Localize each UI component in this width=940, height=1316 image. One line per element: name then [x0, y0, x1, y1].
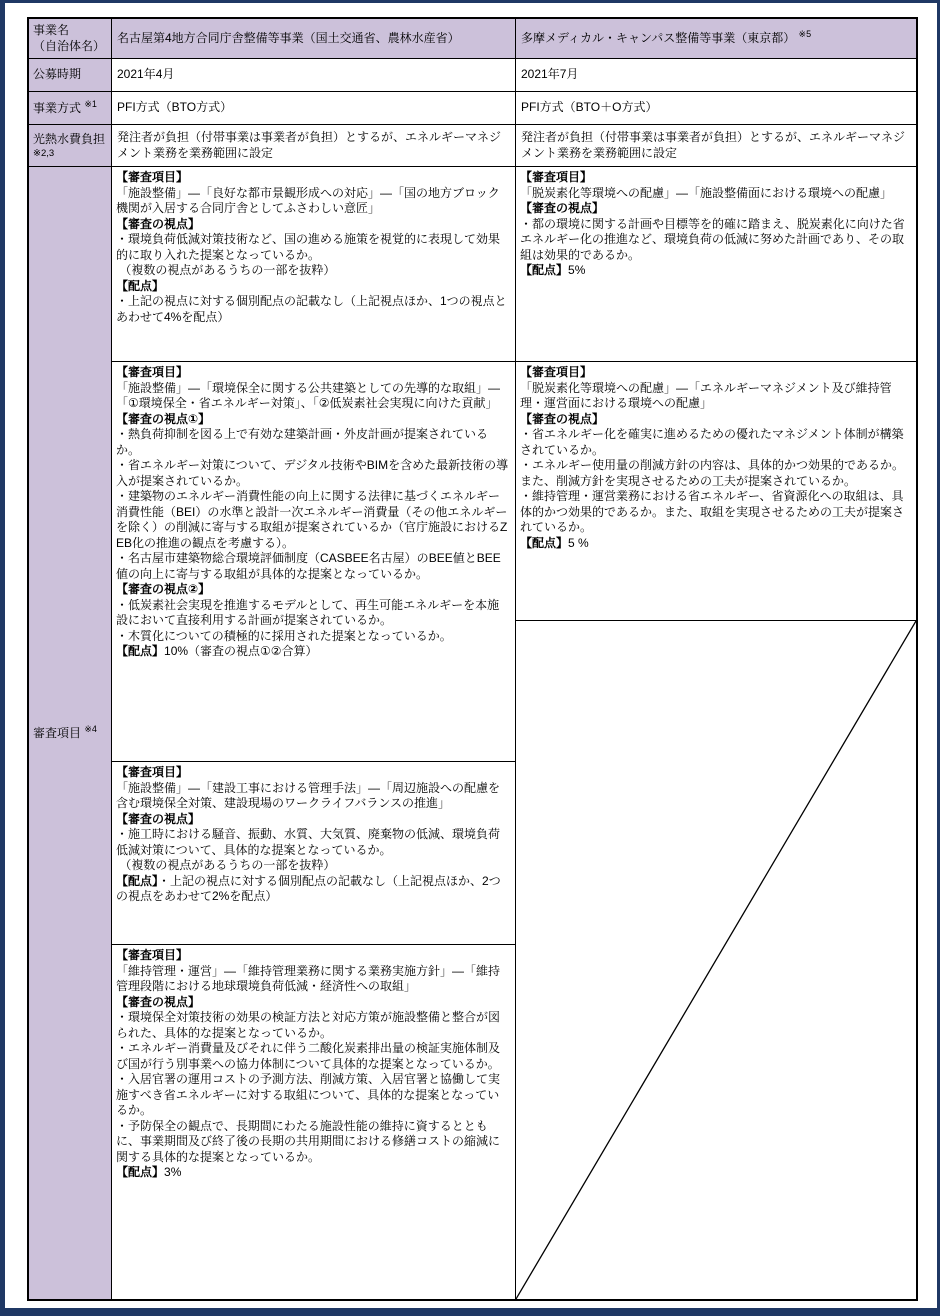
- project-comparison-table: [27, 17, 918, 1301]
- row-label-period: [29, 59, 112, 91]
- text-line: 【審査の視点】: [116, 216, 201, 231]
- text-line: ・熱負荷抑制を図る上で有効な建築計画・外皮計画が提案されているか。: [116, 427, 489, 457]
- text-line: 【配点】10%（審査の視点①②合算）: [116, 644, 318, 658]
- text-line: 【審査の視点】: [116, 811, 201, 826]
- label-text: 事業名: [33, 23, 70, 37]
- text-line: 【審査の視点】: [520, 201, 605, 215]
- text-line: ・入居官署の運用コストの予測方法、削減方策、入居官署と協働して実施すべき省エネルギーに対する取組について、具体的な提案となっているか。: [116, 1072, 501, 1117]
- text-line: ・都の環境に関する計画や目標等を的確に踏まえ、脱炭素化に向けた省エネルギー化の推進など、環境負荷の低減に努めた計画であり、その取組は効果的であるか。: [520, 216, 905, 262]
- cell-method-tama: [516, 92, 916, 124]
- text-line: （複数の視点があるうちの一部を抜粋）: [116, 263, 336, 277]
- cell-period-nagoya: [112, 59, 516, 91]
- method-right: PFI方式（BTO＋O方式）: [521, 100, 658, 115]
- label-note: ※2,3: [33, 147, 55, 159]
- row-solicitation-period: [29, 59, 916, 92]
- project-name-right: 多摩メディカル・キャンパス整備等事業（東京都）: [521, 31, 796, 46]
- text-line: ・施工時における騒音、振動、水質、大気質、廃棄物の低減、環境負荷低減対策について、具体的な提案となっているか。: [116, 827, 501, 857]
- text-line: 「脱炭素化等環境への配慮」―「エネルギーマネジメント及び維持管理・運営面における環境への配慮」: [520, 380, 892, 410]
- text-line: ・省エネルギー対策について、デジタル技術やBIMを含めた最新技術の導入が提案されているか。: [116, 458, 509, 488]
- text-line: 【審査項目】: [116, 765, 189, 779]
- row-label-review: [29, 167, 112, 1299]
- text-line: ・建築物のエネルギー消費性能の向上に関する法律に基づくエネルギー消費性能（BEI）の水準と設計一次エネルギー消費量（その他エネルギーを除く）の削減に寄与する取組が提案されているか（官庁施設におけるZEB化の推進の観点を考慮する）。: [116, 489, 508, 550]
- text-line: ・予防保全の観点で、長期間にわたる施設性能の維持に資するとともに、事業期間及び終了後の長期の共用期間における修繕コストの縮減に関する具体的な提案となっているか。: [116, 1118, 501, 1164]
- text-line: 「施設整備」―「環境保全に関する公共建築としての先導的な取組」―「①環境保全・省エネルギー対策」、「②低炭素社会実現に向けた貢献」: [116, 380, 501, 410]
- cell-utility-nagoya: [112, 125, 516, 166]
- text-line: 【配点】: [116, 278, 165, 293]
- text-line: 【配点】・上記の視点に対する個別配点の記載なし（上記視点ほか、2つの視点をあわせて2%を配点）: [116, 873, 501, 903]
- project-note-right: ※5: [798, 29, 812, 40]
- period-left: 2021年4月: [117, 67, 175, 82]
- cell-method-nagoya: [112, 92, 516, 124]
- label-text: （自治体名）: [33, 38, 106, 53]
- row-label-utility: [29, 125, 112, 166]
- label-note: ※4: [84, 723, 97, 734]
- text-line: 【審査項目】: [116, 170, 189, 184]
- text-line: 【審査の視点】: [116, 994, 201, 1009]
- cell-project-name-nagoya: [112, 19, 516, 58]
- empty-cell-diagonal: [516, 621, 916, 1299]
- text-line: （複数の視点があるうちの一部を抜粋）: [116, 858, 336, 872]
- text-line: ・上記の視点に対する個別配点の記載なし（上記視点ほか、1つの視点とあわせて4%を配点）: [116, 294, 507, 324]
- utility-right: 発注者が負担（付帯事業は事業者が負担）とするが、エネルギーマネジメント業務を業務範囲に設定: [521, 130, 906, 160]
- text-line: ・エネルギー使用量の削減方針の内容は、具体的かつ効果的であるか。また、削減方針を実現させるための工夫が提案されているか。: [520, 458, 905, 488]
- text-line: 「施設整備」―「建設工事における管理手法」―「周辺施設への配慮を含む環境保全対策、建設現場のワークライフバランスの推進」: [116, 780, 501, 810]
- review-column-tama: [516, 167, 916, 1299]
- text-line: 「脱炭素化等環境への配慮」―「施設整備面における環境への配慮」: [520, 185, 893, 200]
- project-name-left: 名古屋第4地方合同庁舎整備等事業（国土交通省、農林水産省）: [117, 31, 460, 46]
- text-line: 【配点】5 %: [520, 535, 589, 550]
- row-label-project-name: [29, 19, 112, 58]
- text-line: 【配点】3%: [116, 1165, 182, 1179]
- text-line: ・環境負荷低減対策技術など、国の進める施策を視覚的に表現して効果的に取り入れた提案となっているか。: [116, 232, 501, 262]
- label-text: 公募時期: [33, 67, 82, 82]
- review-section-tama-2: [516, 362, 916, 621]
- review-section-nagoya-2: [112, 362, 515, 762]
- cell-period-tama: [516, 59, 916, 91]
- text-line: 【審査の視点②】: [116, 582, 211, 596]
- text-line: 【審査項目】: [520, 170, 593, 184]
- cell-project-name-tama: [516, 19, 916, 58]
- text-line: 「維持管理・運営」―「維持管理業務に関する業務実施方針」―「維持管理段階における地球環境負荷低減・経済性への取組」: [116, 963, 501, 993]
- row-project-name: [29, 19, 916, 59]
- text-line: 「施設整備」―「良好な都市景観形成への対応」―「国の地方ブロック機関が入居する合同庁舎としてふさわしい意匠」: [116, 185, 500, 215]
- text-line: 【配点】5%: [520, 263, 586, 277]
- text-line: 【審査の視点①】: [116, 411, 211, 426]
- text-line: 【審査項目】: [116, 365, 189, 379]
- review-section-nagoya-3: [112, 762, 515, 945]
- text-line: ・低炭素社会実現を推進するモデルとして、再生可能エネルギーを本施設において直接利用する計画が提案されているか。: [116, 597, 500, 627]
- period-right: 2021年7月: [521, 67, 579, 82]
- text-line: 【審査項目】: [116, 948, 189, 962]
- text-line: ・省エネルギー化を確実に進めるための優れたマネジメント体制が構築されているか。: [520, 427, 904, 457]
- text-line: ・名古屋市建築物総合環境評価制度（CASBEE名古屋）のBEE値とBEE値の向上に寄与する取組が具体的な提案となっているか。: [116, 551, 501, 581]
- label-text: 光熱水費負担: [33, 132, 106, 147]
- text-line: ・環境保全対策技術の効果の検証方法と対応方策が施設整備と整合が図られた、具体的な提案となっているか。: [116, 1010, 501, 1040]
- row-review-items: [29, 167, 916, 1299]
- row-utility-cost: [29, 125, 916, 167]
- label-text: 事業方式: [33, 100, 82, 115]
- cell-utility-tama: [516, 125, 916, 166]
- review-section-nagoya-1: [112, 167, 515, 362]
- review-column-nagoya: [112, 167, 516, 1299]
- text-line: ・木質化についての積極的に採用された提案となっているか。: [116, 628, 452, 643]
- utility-left: 発注者が負担（付帯事業は事業者が負担）とするが、エネルギーマネジメント業務を業務範囲に設定: [117, 130, 502, 160]
- row-label-method: [29, 92, 112, 124]
- label-note: ※1: [84, 98, 97, 109]
- text-line: ・エネルギー消費量及びそれに伴う二酸化炭素排出量の検証実施体制及び国が行う別事業への協力体制について具体的な提案となっているか。: [116, 1041, 501, 1071]
- label-text: 審査項目: [33, 725, 82, 740]
- text-line: ・維持管理・運営業務における省エネルギー、省資源化への取組は、具体的かつ効果的であるか。また、取組を実現させるための工夫が提案されているか。: [520, 489, 905, 534]
- text-line: 【審査項目】: [520, 365, 593, 379]
- text-line: 【審査の視点】: [520, 411, 605, 426]
- row-business-method: [29, 92, 916, 125]
- review-section-nagoya-4: [112, 945, 515, 1299]
- diagonal-line: [516, 621, 916, 1299]
- method-left: PFI方式（BTO方式）: [117, 100, 233, 115]
- review-section-tama-1: [516, 167, 916, 362]
